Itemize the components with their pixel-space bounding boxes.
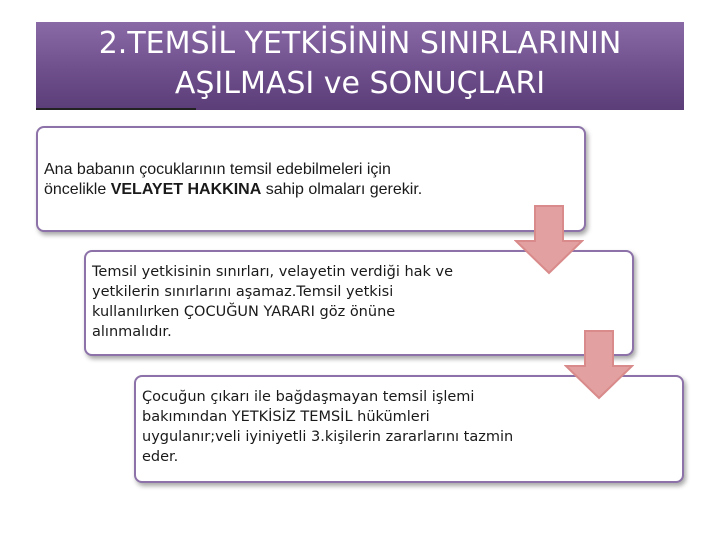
box-yetkisiz-line-4: eder. [142, 449, 179, 465]
title-line-2: AŞILMASI ve SONUÇLARI [174, 66, 546, 101]
velayet-hakki-bold: VELAYET HAKKINA [110, 181, 262, 198]
box-velayet-line-2 [44, 180, 578, 200]
box-temsil-line-4: alınmalıdır. [92, 324, 172, 340]
box-velayet-text-suffix: sahip olmaları gerekir. [261, 181, 423, 198]
down-arrow-icon [514, 205, 584, 275]
box-yetkisiz-line-1: Çocuğun çıkarı ile bağdaşmayan temsil işlemi [142, 389, 475, 405]
box-yetkisiz-line-3: uygulanır;veli iyiniyetli 3.kişilerin zararlarını tazmin [142, 429, 514, 445]
box-velayet-text-prefix: öncelikle [44, 181, 111, 198]
box-temsil-line-2: yetkilerin sınırlarını aşamaz.Temsil yetkisi [92, 284, 394, 300]
box-temsil-line-1: Temsil yetkisinin sınırları, velayetin verdiği hak ve [92, 264, 454, 280]
title-line-1: 2.TEMSİL YETKİSİNİN SINIRLARININ [98, 26, 622, 61]
down-arrow-2-shape [566, 331, 632, 398]
box-velayet-line-1: Ana babanın çocuklarının temsil edebilmeleri için [44, 161, 391, 178]
down-arrow-icon [564, 330, 634, 400]
title-underline [36, 108, 196, 110]
box-velayet [36, 126, 586, 232]
box-temsil-line-3: kullanılırken ÇOCUĞUN YARARI göz önüne [92, 304, 396, 320]
down-arrow-1-shape [516, 206, 582, 273]
slide-title [36, 24, 684, 104]
box-yetkisiz-line-2: bakımından YETKİSİZ TEMSİL hükümleri [142, 409, 430, 425]
